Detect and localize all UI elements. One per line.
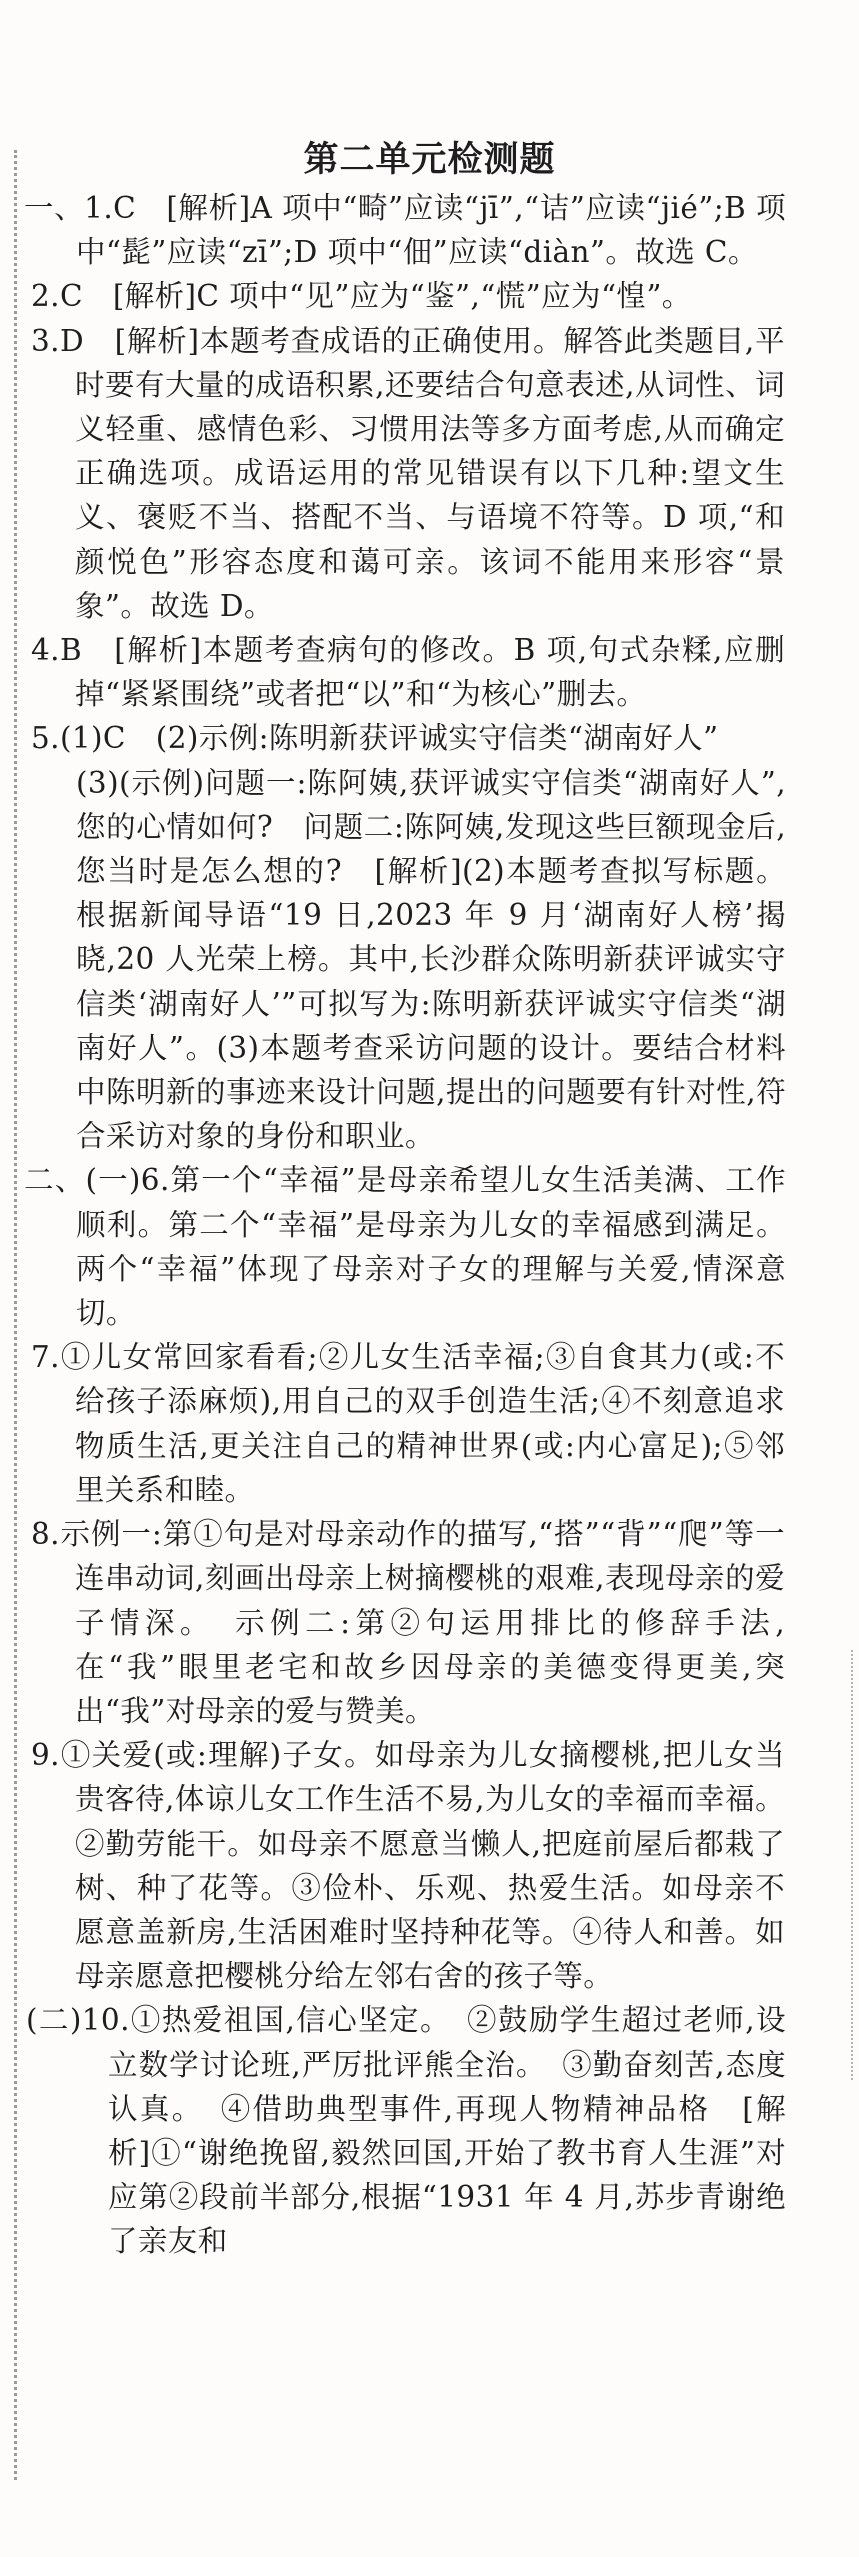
page-title: 第二单元检测题 (303, 140, 556, 180)
answer-content (0, 186, 859, 2264)
answer-paragraph: 2.C [解析]C 项中“见”应为“鉴”,“慌”应为“惶”。 (31, 279, 692, 314)
answer-paragraph: 3.D [解析]本题考查成语的正确使用。解答此类题目,平时要有大量的成语积累,还要结合句意表述,从词性、词义轻重、感情色彩、习惯用法等多方面考虑,从而确定正确选项。成语运用的常见错误有以下几种:望文生义、褒贬不当、搭配不当、与语境不符等。D 项,“和颜悦色”形容态度和蔼可亲。该词不能用来形容“景象”。故选 D。 (31, 323, 785, 623)
answer-paragraph: 7.①儿女常回家看看;②儿女生活幸福;③自食其力(或:不给孩子添麻烦),用自己的双手创造生活;④不刻意追求物质生活,更关注自己的精神世界(或:内心富足);⑤邻里关系和睦。 (31, 1340, 785, 1507)
answer-paragraph: (二)10.①热爱祖国,信心坚定。 ②鼓励学生超过老师,设立数学讨论班,严厉批评熊全治。 ③勤奋刻苦,态度认真。 ④借助典型事件,再现人物精神品格 [解析]①“谢绝挽留,毅然回国,开始了教书育人生涯”对应第②段前半部分,根据“1931 年 4 月,苏步青谢绝了亲友和 (26, 2003, 786, 2259)
answer-paragraph: 9.①关爱(或:理解)子女。如母亲为儿女摘樱桃,把儿女当贵客待,体谅儿女工作生活不易,为儿女的幸福而幸福。②勤劳能干。如母亲不愿意当懒人,把庭前屋后都栽了树、种了花等。③俭朴、乐观、热爱生活。如母亲不愿意盖新房,生活困难时坚持种花等。④待人和善。如母亲愿意把樱桃分给左邻右舍的孩子等。 (31, 1738, 785, 1994)
answer-paragraph: 一、1.C [解析]A 项中“畸”应读“jī”,“诘”应读“jié”;B 项中“髭”应读“zī”;D 项中“佃”应读“diàn”。故选 C。 (24, 191, 786, 270)
answer-paragraph: (3)(示例)问题一:陈阿姨,获评诚实守信类“湖南好人”,您的心情如何? 问题二:陈阿姨,发现这些巨额现金后,您当时是怎么想的? [解析](2)本题考查拟写标题。根据新闻导语“19 日,2023 年 9 月‘湖南好人榜’揭晓,20 人光荣上榜。其中,长沙群众陈明新获评诚实守信类‘湖南好人’”可拟写为:陈明新获评诚实守信类“湖南好人”。(3)本题考查采访问题的设计。要结合材料中陈明新的事迹来设计问题,提出的问题要有针对性,符合采访对象的身份和职业。 (76, 765, 786, 1154)
answer-paragraph: 4.B [解析]本题考查病句的修改。B 项,句式杂糅,应删掉“紧紧围绕”或者把“以”和“为核心”删去。 (31, 633, 785, 712)
answer-paragraph: 8.示例一:第①句是对母亲动作的描写,“搭”“背”“爬”等一连串动词,刻画出母亲上树摘樱桃的艰难,表现母亲的爱子情深。 示例二:第②句运用排比的修辞手法,在“我”眼里老宅和故乡因母亲的美德变得更美,突出“我”对母亲的爱与赞美。 (31, 1517, 785, 1728)
answer-paragraph: 二、(一)6.第一个“幸福”是母亲希望儿女生活美满、工作顺利。第二个“幸福”是母亲为儿女的幸福感到满足。两个“幸福”体现了母亲对子女的理解与关爱,情深意切。 (24, 1163, 786, 1331)
answer-paragraph: 5.(1)C (2)示例:陈明新获评诚实守信类“湖南好人” (31, 721, 719, 756)
